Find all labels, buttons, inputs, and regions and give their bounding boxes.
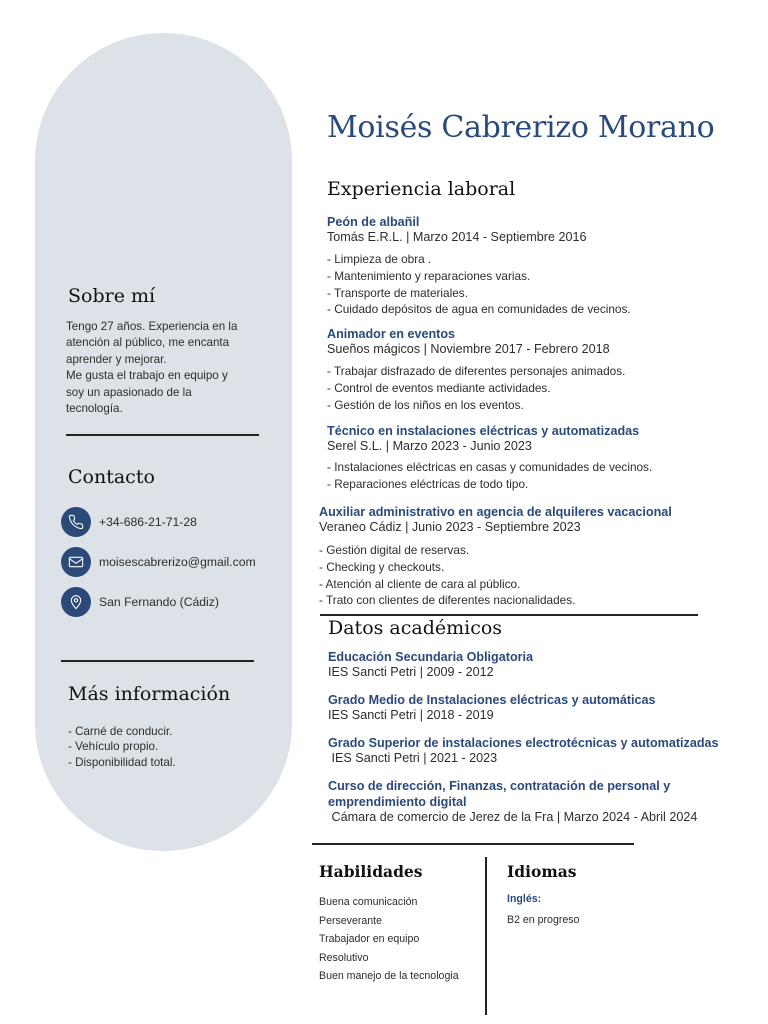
job-bullet: - Instalaciones eléctricas en casas y comunidades de vecinos. — [327, 460, 653, 474]
more-info-item: - Disponibilidad total. — [68, 755, 176, 769]
education-meta: IES Sancti Petri | 2009 - 2012 — [328, 665, 494, 679]
job-bullet: - Gestión de los niños en los eventos. — [327, 397, 524, 412]
education-title: Grado Medio de Instalaciones eléctricas y automáticas — [328, 693, 656, 707]
about-heading: Sobre mí — [68, 285, 156, 307]
job-title: Técnico en instalaciones eléctricas y automatizadas — [327, 424, 640, 438]
contact-phone — [61, 507, 197, 537]
skill-item: Buen manejo de la tecnologia — [319, 970, 459, 983]
skill-item: Resolutivo — [319, 951, 369, 964]
education-meta: Cámara de comercio de Jerez de la Fra | Marzo 2024 - Abril 2024 — [328, 810, 698, 824]
more-info-heading: Más información — [68, 683, 231, 705]
about-line: Me gusta el trabajo en equipo y — [66, 369, 228, 383]
job-title: Animador en eventos — [327, 327, 456, 341]
more-info-list — [68, 724, 268, 770]
about-line: aprender y mejorar. — [66, 352, 167, 366]
column-divider — [485, 857, 487, 1015]
job-title: Auxiliar administrativo en agencia de alquileres vacacional — [319, 505, 672, 519]
job-bullets — [327, 251, 631, 318]
skill-item: Buena comunicación — [319, 896, 418, 908]
about-line: soy un apasionado de la — [66, 385, 192, 399]
job-bullets — [319, 542, 575, 609]
more-info-item: - Carné de conducir. — [68, 725, 173, 738]
contact-location — [61, 587, 219, 617]
education-heading: Datos académicos — [328, 617, 503, 639]
about-line: atención al público, me encanta — [66, 336, 230, 350]
education-title: Curso de dirección, Finanzas, contratación de personal y — [328, 779, 671, 793]
sidebar-divider — [61, 660, 254, 662]
job-bullets — [327, 459, 652, 493]
more-info-item: - Vehículo propio. — [68, 740, 159, 754]
phone-icon — [61, 507, 91, 537]
job-bullet: - Checking y checkouts. — [319, 559, 445, 574]
job-bullet: - Limpieza de obra . — [327, 252, 432, 266]
mail-icon — [61, 547, 91, 577]
skill-item: Perseverante — [319, 914, 383, 927]
job-meta: Sueños mágicos | Noviembre 2017 - Febrero 2018 — [327, 342, 610, 356]
languages-heading: Idiomas — [507, 862, 577, 881]
job-bullet: - Cuidado depósitos de agua en comunidades de vecinos. — [327, 302, 631, 317]
about-line: tecnología. — [66, 402, 123, 416]
job-meta: Serel S.L. | Marzo 2023 - Junio 2023 — [327, 439, 532, 453]
job-title: Peón de albañil — [327, 215, 420, 229]
sidebar-divider — [66, 434, 259, 436]
phone-number: +34-686-21-71-28 — [99, 515, 197, 529]
job-bullet: - Control de eventos mediante actividades. — [327, 380, 551, 395]
job-bullet: - Mantenimiento y reparaciones varias. — [327, 268, 531, 283]
skills-heading: Habilidades — [319, 862, 423, 881]
education-meta: IES Sancti Petri | 2018 - 2019 — [328, 708, 494, 722]
job-bullet: - Gestión digital de reservas. — [319, 543, 470, 557]
job-bullet: - Trato con clientes de diferentes nacionalidades. — [319, 593, 576, 608]
section-divider — [312, 843, 634, 845]
contact-heading: Contacto — [68, 466, 155, 488]
location-text: San Fernando (Cádiz) — [99, 595, 219, 609]
email-address: moisescabrerizo@gmail.com — [99, 555, 256, 569]
contact-email — [61, 547, 256, 577]
about-text — [66, 319, 266, 417]
job-meta: Tomás E.R.L. | Marzo 2014 - Septiembre 2016 — [327, 230, 587, 244]
experience-heading: Experiencia laboral — [327, 178, 516, 200]
education-title: Grado Superior de instalaciones electrotécnicas y automatizadas — [328, 736, 719, 750]
job-bullets — [327, 363, 625, 413]
job-bullet: - Reparaciones eléctricas de todo tipo. — [327, 476, 529, 491]
education-title: emprendimiento digital — [328, 795, 467, 809]
education-meta: IES Sancti Petri | 2021 - 2023 — [328, 751, 498, 765]
job-bullet: - Atención al cliente de cara al público. — [319, 576, 521, 591]
education-title: Educación Secundaria Obligatoria — [328, 650, 534, 664]
language-level: B2 en progreso — [507, 914, 580, 926]
job-meta: Veraneo Cádiz | Junio 2023 - Septiembre 2023 — [319, 520, 581, 534]
location-pin-icon — [61, 587, 91, 617]
candidate-name: Moisés Cabrerizo Morano — [327, 110, 715, 145]
job-bullet: - Transporte de materiales. — [327, 285, 468, 300]
skills-list — [319, 893, 465, 986]
language-label: Inglés: — [507, 893, 542, 905]
skill-item: Trabajador en equipo — [319, 933, 420, 946]
about-line: Tengo 27 años. Experiencia en la — [66, 320, 238, 333]
job-bullet: - Trabajar disfrazado de diferentes personajes animados. — [327, 364, 626, 378]
section-divider — [320, 614, 698, 616]
